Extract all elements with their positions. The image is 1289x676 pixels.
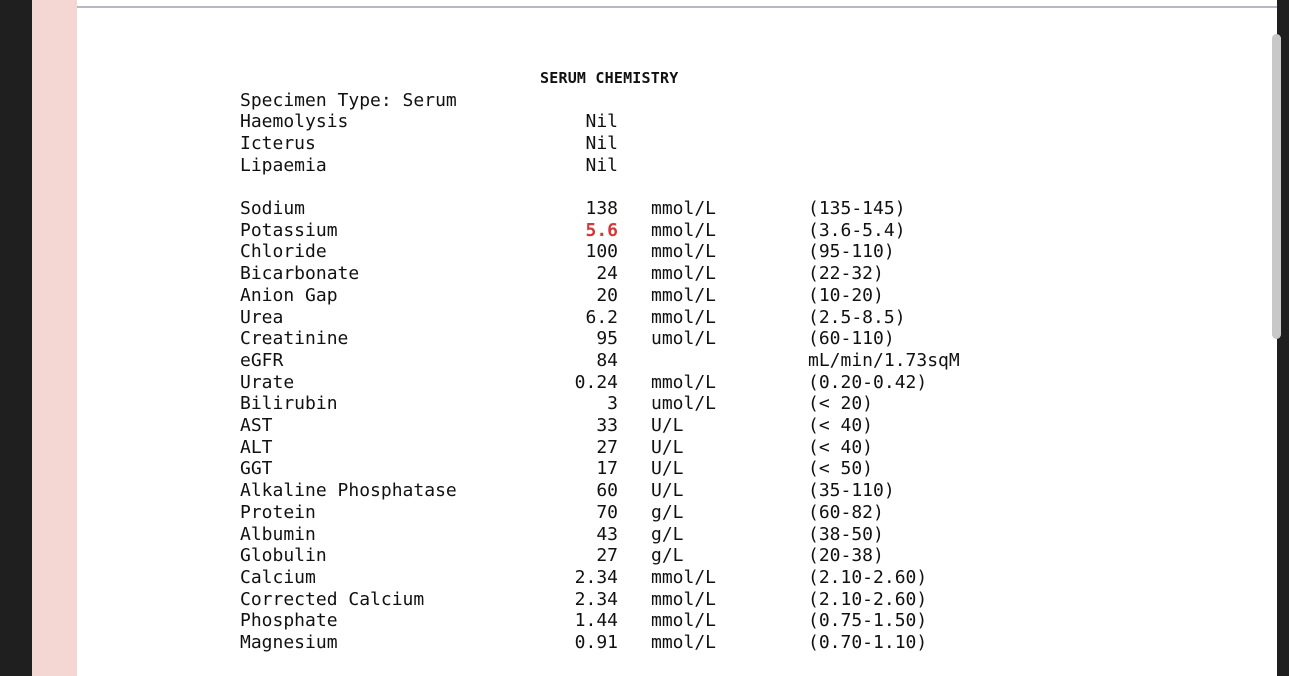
- test-value: 100: [585, 241, 618, 262]
- reference-range: (35-110): [808, 480, 895, 501]
- vertical-scrollbar[interactable]: [1272, 34, 1281, 339]
- test-unit: mmol/L: [651, 372, 717, 393]
- test-value: 43: [596, 524, 618, 545]
- check-name: Lipaemia: [240, 155, 327, 176]
- test-name: GGT: [240, 458, 273, 479]
- test-name: Bicarbonate: [240, 263, 360, 284]
- test-unit: U/L: [651, 480, 684, 501]
- test-name: Chloride: [240, 241, 327, 262]
- reference-range: (< 50): [808, 458, 874, 479]
- test-unit: mmol/L: [651, 220, 717, 241]
- test-unit: mmol/L: [651, 198, 717, 219]
- test-unit: mmol/L: [651, 632, 717, 653]
- test-name: Albumin: [240, 524, 316, 545]
- test-name: Alkaline Phosphatase: [240, 480, 457, 501]
- test-value: 2.34: [574, 589, 618, 610]
- check-value: Nil: [585, 155, 618, 176]
- reference-range: (2.5-8.5): [808, 307, 906, 328]
- test-unit: mmol/L: [651, 610, 717, 631]
- test-unit: g/L: [651, 545, 684, 566]
- test-unit: mmol/L: [651, 589, 717, 610]
- serum-chemistry-report: [77, 0, 1277, 676]
- test-value: 0.91: [574, 632, 618, 653]
- test-value: 3: [607, 393, 618, 414]
- reference-range: (2.10-2.60): [808, 589, 928, 610]
- test-name: AST: [240, 415, 273, 436]
- document-frame: [32, 0, 1256, 676]
- test-value: 27: [596, 437, 618, 458]
- reference-range: (22-32): [808, 263, 884, 284]
- test-unit: mmol/L: [651, 263, 717, 284]
- test-unit: mmol/L: [651, 567, 717, 588]
- test-value: 70: [596, 502, 618, 523]
- test-name: eGFR: [240, 350, 284, 371]
- test-name: Urate: [240, 372, 295, 393]
- reference-range: (135-145): [808, 198, 906, 219]
- check-name: Icterus: [240, 133, 316, 154]
- test-name: Anion Gap: [240, 285, 338, 306]
- test-value: 6.2: [585, 307, 618, 328]
- reference-range: (10-20): [808, 285, 884, 306]
- test-unit: mmol/L: [651, 307, 717, 328]
- test-unit: U/L: [651, 437, 684, 458]
- test-value: 60: [596, 480, 618, 501]
- test-name: Sodium: [240, 198, 306, 219]
- test-name: Potassium: [240, 220, 338, 241]
- reference-range: (3.6-5.4): [808, 220, 906, 241]
- test-unit: U/L: [651, 458, 684, 479]
- test-name: Calcium: [240, 567, 316, 588]
- test-name: Globulin: [240, 545, 327, 566]
- reference-range: (0.20-0.42): [808, 372, 928, 393]
- reference-range: (95-110): [808, 241, 895, 262]
- reference-range: (2.10-2.60): [808, 567, 928, 588]
- test-value: 1.44: [574, 610, 618, 631]
- reference-range: (< 20): [808, 393, 874, 414]
- test-value: 33: [596, 415, 618, 436]
- test-name: Corrected Calcium: [240, 589, 425, 610]
- check-name: Haemolysis: [240, 111, 349, 132]
- test-value: 95: [596, 328, 618, 349]
- test-name: Magnesium: [240, 632, 338, 653]
- test-value: 24: [596, 263, 618, 284]
- check-value: Nil: [585, 111, 618, 132]
- test-value: 84: [596, 350, 618, 371]
- document-page: [77, 0, 1277, 676]
- test-value: 5.6: [585, 220, 618, 241]
- test-unit: g/L: [651, 524, 684, 545]
- test-value: 0.24: [574, 372, 618, 393]
- reference-range: (38-50): [808, 524, 884, 545]
- test-name: Phosphate: [240, 610, 338, 631]
- test-name: Urea: [240, 307, 284, 328]
- reference-range: (20-38): [808, 545, 884, 566]
- reference-range: (< 40): [808, 415, 874, 436]
- test-unit: U/L: [651, 415, 684, 436]
- reference-range: (60-110): [808, 328, 895, 349]
- test-unit: g/L: [651, 502, 684, 523]
- test-name: Protein: [240, 502, 316, 523]
- test-value: 138: [585, 198, 618, 219]
- report-title: SERUM CHEMISTRY: [540, 69, 679, 87]
- test-value: 20: [596, 285, 618, 306]
- test-unit: mmol/L: [651, 241, 717, 262]
- test-unit: umol/L: [651, 393, 717, 414]
- reference-range: (< 40): [808, 437, 874, 458]
- test-value: 2.34: [574, 567, 618, 588]
- specimen-type: Specimen Type: Serum: [240, 90, 457, 111]
- reference-range: mL/min/1.73sqM: [808, 350, 960, 371]
- test-unit: mmol/L: [651, 285, 717, 306]
- test-unit: umol/L: [651, 328, 717, 349]
- check-value: Nil: [585, 133, 618, 154]
- reference-range: (60-82): [808, 502, 884, 523]
- test-name: Creatinine: [240, 328, 349, 349]
- reference-range: (0.75-1.50): [808, 610, 928, 631]
- reference-range: (0.70-1.10): [808, 632, 928, 653]
- test-value: 17: [596, 458, 618, 479]
- test-value: 27: [596, 545, 618, 566]
- test-name: ALT: [240, 437, 273, 458]
- test-name: Bilirubin: [240, 393, 338, 414]
